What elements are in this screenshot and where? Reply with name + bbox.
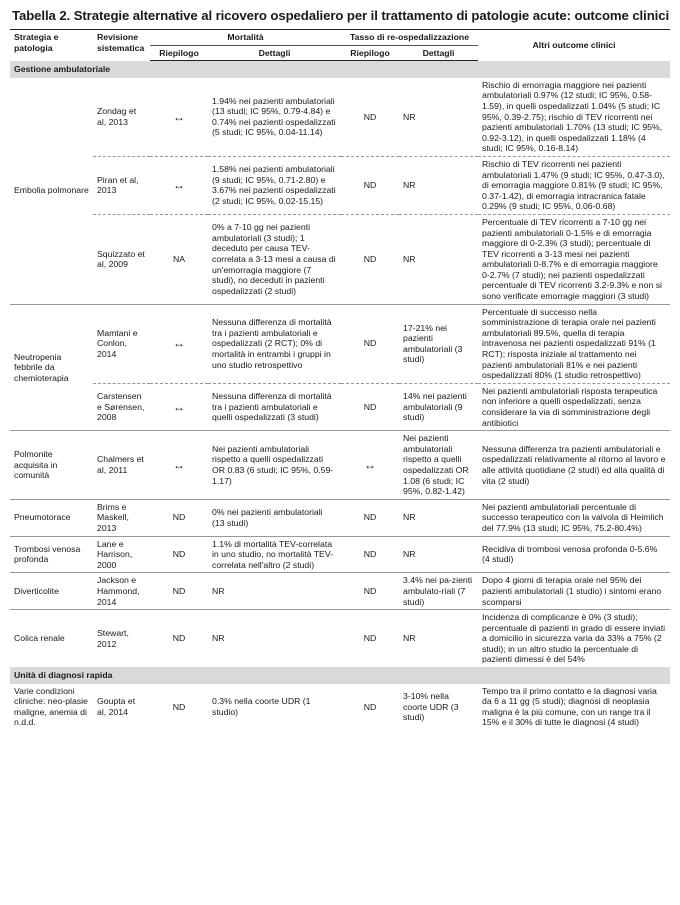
table-row	[10, 684, 670, 730]
section-title: Unità di diagnosi rapida	[10, 667, 670, 684]
readmission-details-cell: NR	[403, 111, 416, 122]
other-outcomes-cell: Incidenza di complicanze è 0% (3 studi); percentuale di pazienti in grado di essere inviati a domicilio in sicurezza varia da 33% a 75% (2 studi); in un altro studio la percentuale di pazienti dimessi è del 54%	[478, 610, 670, 667]
readmission-summary-cell: ND	[341, 214, 399, 304]
other-outcomes-cell: Dopo 4 giorni di terapia orale nel 95% dei pazienti ambulatoriali (1 studio) i sintomi erano scomparsi	[478, 573, 670, 610]
mortality-summary-cell: ND	[150, 536, 208, 573]
pathology-cell: Pneumotorace	[10, 499, 93, 536]
table-title: Tabella 2. Strategie alternative al ricovero ospedaliero per il trattamento di patologie acute: outcome clinici	[12, 8, 670, 23]
table-row	[10, 156, 670, 214]
header-readmission: Tasso di re-ospedalizzazione	[341, 30, 478, 46]
mortality-details-cell: Nessuna differenza di mortalità tra i pazienti ambulatoriali e quelli ospedalizzati (3 studi)	[208, 383, 341, 430]
mortality-details-cell: 0.3% nella coorte UDR (1 studio)	[212, 696, 311, 717]
readmission-details-cell: 14% nei pazienti ambulatoriali (9 studi)	[399, 383, 478, 430]
section-title: Gestione ambulatoriale	[10, 61, 670, 78]
mortality-details-cell: Nei pazienti ambulatoriali rispetto a quelli ospedalizzati OR 0.83 (6 studi; IC 95%, 0.59-1.17)	[208, 431, 341, 500]
header-mortality: Mortalità	[150, 30, 341, 46]
other-outcomes-cell: Percentuale di TEV ricorrenti a 7-10 gg nei pazienti ambulatoriali 0-1.5% e di emorragia maggiore di 0-2.3% (3 studi); percentuale di TEV ricorrenti a 3-13 mesi nei pazienti ambulatoriali 0-8.7% e di emorragia maggiore 0-2.7% (7 studi); nei pazienti ospedalizzati percentuale di TEV ricorrenti 3.2-9.3% e non si sono verificate emorragie maggiori (3 studi)	[478, 214, 670, 304]
mortality-summary-cell: ND	[150, 573, 208, 610]
mortality-summary-cell: ↔	[150, 304, 208, 383]
readmission-details-cell: NR	[399, 499, 478, 536]
mortality-summary-cell: ↔	[150, 156, 208, 214]
mortality-details-cell: 1.1% di mortalità TEV-correlata in uno studio, no mortalità TEV-correlata nell'altro (2 studi)	[208, 536, 341, 573]
pathology-cell: Trombosi venosa profonda	[10, 536, 93, 573]
header-mortality-summary: Riepilogo	[150, 45, 208, 61]
other-outcomes-cell: Percentuale di successo nella somministrazione di terapia orale nei pazienti ambulatoriali 89.5%, quella di terapia intravenosa nei pazienti ospedalizzati 91% (1 RCT); risposta iniziale al trattamento nei pazienti ambulatoriali 81% e nei pazienti ospedalizzati 80% (1 studio retrospettivo)	[478, 304, 670, 383]
pathology-cell: Embolia polmonare	[14, 185, 89, 196]
review-cell: Stewart, 2012	[93, 610, 150, 667]
table-row	[10, 78, 670, 157]
review-cell: Goupta et al, 2014	[97, 696, 136, 717]
readmission-summary-cell: ↔	[341, 431, 399, 500]
review-cell: Zondag et al, 2013	[97, 106, 137, 127]
readmission-summary-cell: ND	[341, 573, 399, 610]
pathology-cell: Diverticolite	[10, 573, 93, 610]
mortality-summary-cell: NA	[150, 214, 208, 304]
section-row	[10, 61, 670, 78]
other-outcomes-cell: Rischio di emorragia maggiore nei pazienti ambulatoriali 0.97% (12 studi; IC 95%, 0.58-1.59), in quelli ospedalizzati 1.04% (5 studi; IC 95%, 0.39-2.75); rischio di TEV ricorrenti nei pazienti ambulatoriali 1.70% (13 studi; IC 95%, 0.92-3.12), in quelli ospedalizzati 1.18% (4 studi; IC 95%, 0.16-8.14)	[482, 79, 663, 154]
readmission-summary-cell: ND	[363, 701, 377, 712]
review-cell: Piran et al, 2013	[93, 156, 150, 214]
other-outcomes-cell: Nei pazienti ambulatoriali risposta terapeutica non inferiore a quelli ospedalizzati, senza considerare la via di somministrazione degli antibiotici	[478, 383, 670, 430]
readmission-details-cell: 3.4% nei pa-zienti ambulato-riali (7 studi)	[399, 573, 478, 610]
header-strategy: Strategia e patologia	[10, 30, 93, 61]
review-cell: Mamtani e Conlon, 2014	[93, 304, 150, 383]
mortality-summary-cell: ND	[150, 610, 208, 667]
other-outcomes-cell: Recidiva di trombosi venosa profonda 0-5.6% (4 studi)	[478, 536, 670, 573]
other-outcomes-cell: Tempo tra il primo contatto e la diagnosi varia da 6 a 11 gg (5 studi); diagnosi di neoplasia maligna è la più comune, con un range tra il 15% e il 30% di tutte le diagnosi (4 studi)	[482, 685, 657, 728]
pathology-cell: Polmonite acquisita in comunità	[10, 431, 93, 500]
readmission-summary-cell: ND	[341, 156, 399, 214]
table-body	[10, 61, 670, 730]
table-row	[10, 383, 670, 430]
pathology-cell: Colica renale	[10, 610, 93, 667]
other-outcomes-cell: Rischio di TEV ricorrenti nei pazienti ambulatoriali 1.47% (9 studi; IC 95%, 0.47-3.0), di emorragia maggiore 0.81% (9 studi; IC 95%, 0.37-1.42), di emorragia intracranica fatale 0.29% (9 studi; IC 95%, 0.06-0.68)	[478, 156, 670, 214]
readmission-details-cell: NR	[399, 610, 478, 667]
table-row	[10, 499, 670, 536]
table-row	[10, 573, 670, 610]
readmission-summary-cell: ND	[341, 610, 399, 667]
readmission-details-cell: 17-21% nei pazienti ambulatoriali (3 studi)	[399, 304, 478, 383]
table-row	[10, 431, 670, 500]
readmission-details-cell: NR	[399, 536, 478, 573]
section-row	[10, 667, 670, 684]
review-cell: Carstensen e Sørensen, 2008	[93, 383, 150, 430]
review-cell: Chalmers et al, 2011	[93, 431, 150, 500]
readmission-summary-cell: ND	[341, 536, 399, 573]
mortality-summary-cell: ND	[172, 701, 186, 712]
readmission-details-cell: NR	[399, 156, 478, 214]
review-cell: Lane e Harrison, 2000	[93, 536, 150, 573]
table-row	[10, 214, 670, 304]
readmission-details-cell: NR	[399, 214, 478, 304]
mortality-summary-cell: ↔	[150, 431, 208, 500]
pathology-cell: Neutropenia febbrile da chemioterapia	[10, 304, 93, 431]
readmission-details-cell: Nei pazienti ambulatoriali rispetto a quelli ospedalizzati OR 1.08 (6 studi; IC 95%, 0.82-1.42)	[399, 431, 478, 500]
header-readmission-details: Dettagli	[399, 45, 478, 61]
mortality-details-cell: NR	[208, 610, 341, 667]
mortality-summary-cell: ↔	[150, 383, 208, 430]
mortality-summary-cell: ↔	[173, 109, 185, 124]
header-readmission-summary: Riepilogo	[341, 45, 399, 61]
readmission-details-cell: 3-10% nella coorte UDR (3 studi)	[403, 690, 459, 723]
readmission-summary-cell: ND	[341, 499, 399, 536]
mortality-details-cell: 0% nei pazienti ambulatoriali (13 studi)	[208, 499, 341, 536]
review-cell: Jackson e Hammond, 2014	[93, 573, 150, 610]
readmission-summary-cell: ND	[363, 111, 377, 122]
header-mortality-details: Dettagli	[208, 45, 341, 61]
mortality-details-cell: 1.58% nei pazienti ambulatoriali (9 studi; IC 95%, 0.71-2.80) e 3.67% nei pazienti ospedalizzati (2 studi; IC 95%, 0.02-15.15)	[208, 156, 341, 214]
table-row	[10, 536, 670, 573]
readmission-summary-cell: ND	[341, 383, 399, 430]
outcomes-table	[10, 29, 670, 730]
mortality-details-cell: NR	[208, 573, 341, 610]
other-outcomes-cell: Nei pazienti ambulatoriali percentuale di successo terapeutico con la valvola di Heimlich del 77.9% (13 studi; IC 95%, 75.2-80.4%)	[478, 499, 670, 536]
mortality-summary-cell: ND	[150, 499, 208, 536]
pathology-cell: Varie condizioni cliniche: neo-plasie maligne, anemia di n.d.d.	[14, 685, 88, 728]
other-outcomes-cell: Nessuna differenza tra pazienti ambulatoriali e ospedalizzati relativamente al ritorno al lavoro e alle attività quotidiane (2 studi) ed alla qualità di vita (2 studi)	[478, 431, 670, 500]
table-row	[10, 304, 670, 383]
table-row	[10, 610, 670, 667]
review-cell: Squizzato et al, 2009	[93, 214, 150, 304]
header-review: Revisione sistematica	[93, 30, 150, 61]
review-cell: Brims e Maskell, 2013	[93, 499, 150, 536]
mortality-details-cell: 0% a 7-10 gg nei pazienti ambulatoriali (3 studi); 1 deceduto per causa TEV-correlata a 3-13 mesi a causa di un'emorragia maggiore (7 studi), no deceduti in pazienti ospedalizzati (2 studi)	[208, 214, 341, 304]
mortality-details-cell: 1.94% nei pazienti ambulatoriali (13 studi; IC 95%, 0.79-4.84) e 0.74% nei pazienti ospedalizzati (5 studi; IC 95%, 0.04-11.14)	[212, 95, 336, 138]
header-other-outcomes: Altri outcome clinici	[478, 30, 670, 61]
mortality-details-cell: Nessuna differenza di mortalità tra i pazienti ambulatoriali e ospedalizzati (2 RCT); 0% di mortalità in entrambi i gruppi in uno studio retrospettivo	[208, 304, 341, 383]
readmission-summary-cell: ND	[341, 304, 399, 383]
